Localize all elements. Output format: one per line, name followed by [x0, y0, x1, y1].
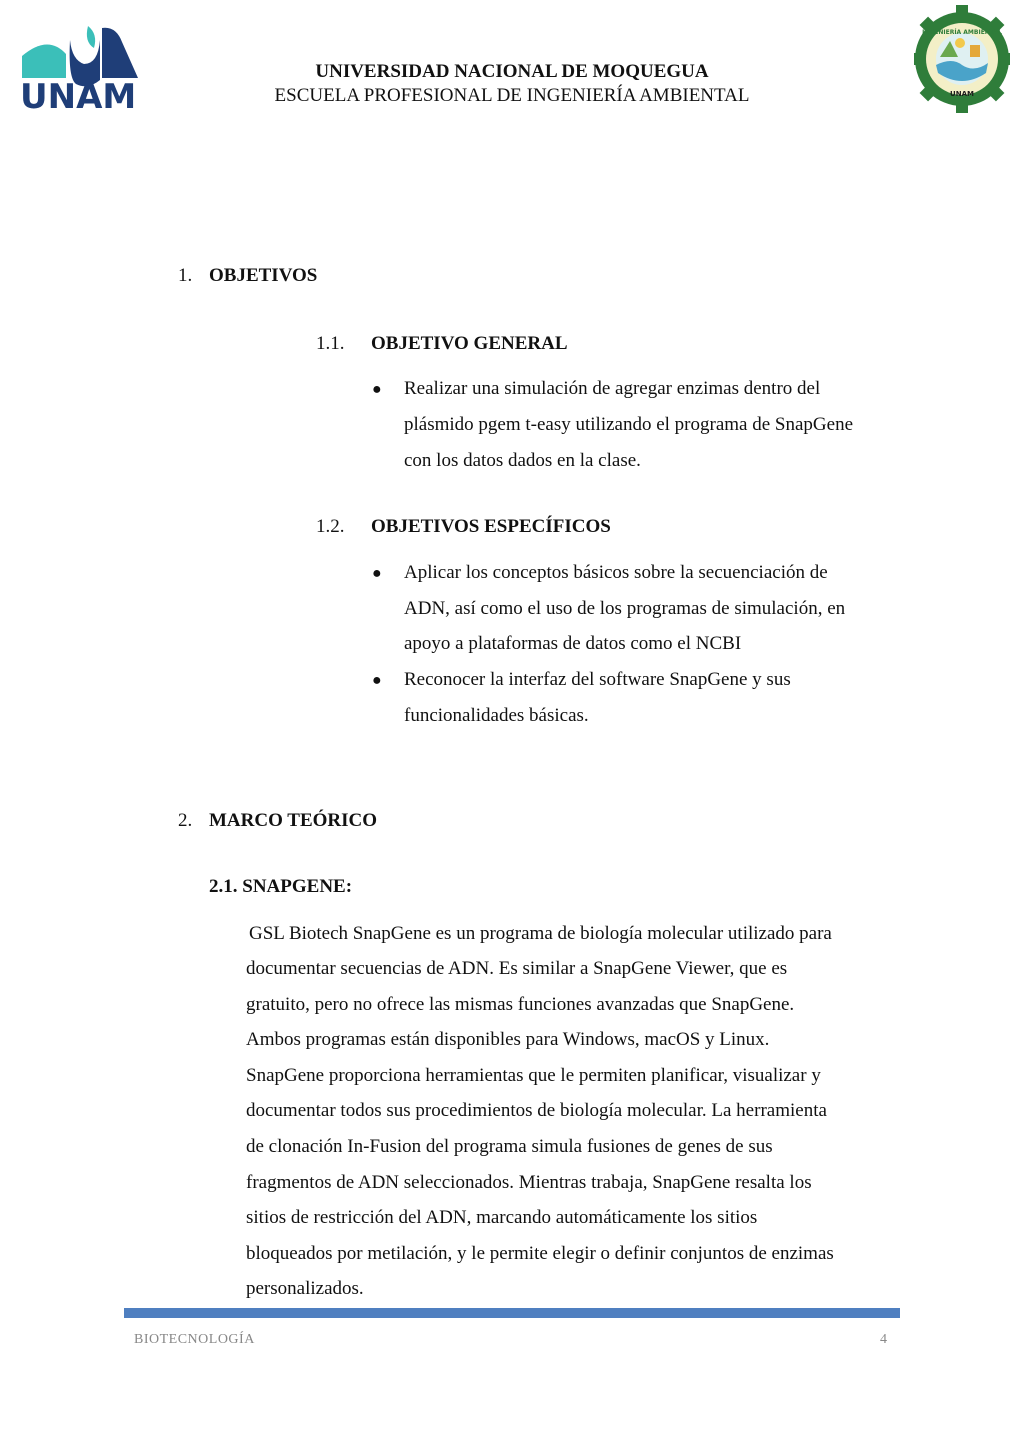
- objective-general-line: Realizar una simulación de agregar enzimas dentro del: [404, 378, 821, 399]
- paragraph-line: de clonación In-Fusion del programa simula fusiones de genes de sus: [246, 1136, 773, 1157]
- section-1-number: 1.: [178, 265, 193, 286]
- objective-specific-line: Reconocer la interfaz del software SnapGene y sus: [404, 669, 791, 690]
- page-number: 4: [880, 1332, 887, 1347]
- paragraph-line: gratuito, pero no ofrece las mismas funciones avanzadas que SnapGene.: [246, 994, 795, 1015]
- seal-text-bottom: UNAM: [950, 90, 974, 98]
- section-2-title: MARCO TEÓRICO: [209, 810, 378, 831]
- paragraph-line: bloqueados por metilación, y le permite elegir o definir conjuntos de enzimas: [246, 1243, 834, 1264]
- objective-specific-line: Aplicar los conceptos básicos sobre la secuenciación de: [404, 562, 828, 583]
- objective-general-line: con los datos dados en la clase.: [404, 450, 641, 471]
- subsection-1-2-title: OBJETIVOS ESPECÍFICOS: [371, 516, 611, 537]
- school-name: ESCUELA PROFESIONAL DE INGENIERÍA AMBIENTAL: [274, 85, 750, 106]
- subsection-2-1-heading: 2.1. SNAPGENE:: [209, 876, 353, 897]
- bullet-icon: ●: [372, 565, 382, 582]
- bullet-icon: ●: [372, 381, 382, 398]
- subsection-1-1-title: OBJETIVO GENERAL: [371, 333, 568, 354]
- subsection-1-1-number: 1.1.: [316, 333, 345, 354]
- section-2-number: 2.: [178, 810, 193, 831]
- objective-specific-line: funcionalidades básicas.: [404, 705, 589, 726]
- objective-specific-line: apoyo a plataformas de datos como el NCBI: [404, 633, 742, 654]
- document-header: [0, 60, 1024, 108]
- footer-divider: [124, 1308, 900, 1318]
- unam-logo-text: UNAM: [20, 77, 137, 112]
- paragraph-line: fragmentos de ADN seleccionados. Mientras trabaja, SnapGene resalta los: [246, 1172, 812, 1193]
- paragraph-line: GSL Biotech SnapGene es un programa de biología molecular utilizado para: [249, 923, 832, 944]
- objective-specific-line: ADN, así como el uso de los programas de simulación, en: [404, 598, 846, 619]
- seal-text-top: INGENIERÍA AMBIENTAL: [922, 29, 1002, 36]
- bullet-icon: ●: [372, 672, 382, 689]
- subsection-1-2-number: 1.2.: [316, 516, 345, 537]
- footer-course: BIOTECNOLOGÍA: [134, 1332, 255, 1347]
- paragraph-line: sitios de restricción del ADN, marcando automáticamente los sitios: [246, 1207, 758, 1228]
- paragraph-line: personalizados.: [246, 1278, 364, 1299]
- objective-general-line: plásmido pgem t-easy utilizando el programa de SnapGene: [404, 414, 854, 435]
- paragraph-line: documentar todos sus procedimientos de biología molecular. La herramienta: [246, 1100, 827, 1121]
- paragraph-line: Ambos programas están disponibles para Windows, macOS y Linux.: [246, 1029, 770, 1050]
- university-name: UNIVERSIDAD NACIONAL DE MOQUEGUA: [315, 61, 709, 82]
- section-1-title: OBJETIVOS: [209, 265, 318, 286]
- paragraph-line: SnapGene proporciona herramientas que le permiten planificar, visualizar y: [246, 1065, 821, 1086]
- paragraph-line: documentar secuencias de ADN. Es similar a SnapGene Viewer, que es: [246, 958, 788, 979]
